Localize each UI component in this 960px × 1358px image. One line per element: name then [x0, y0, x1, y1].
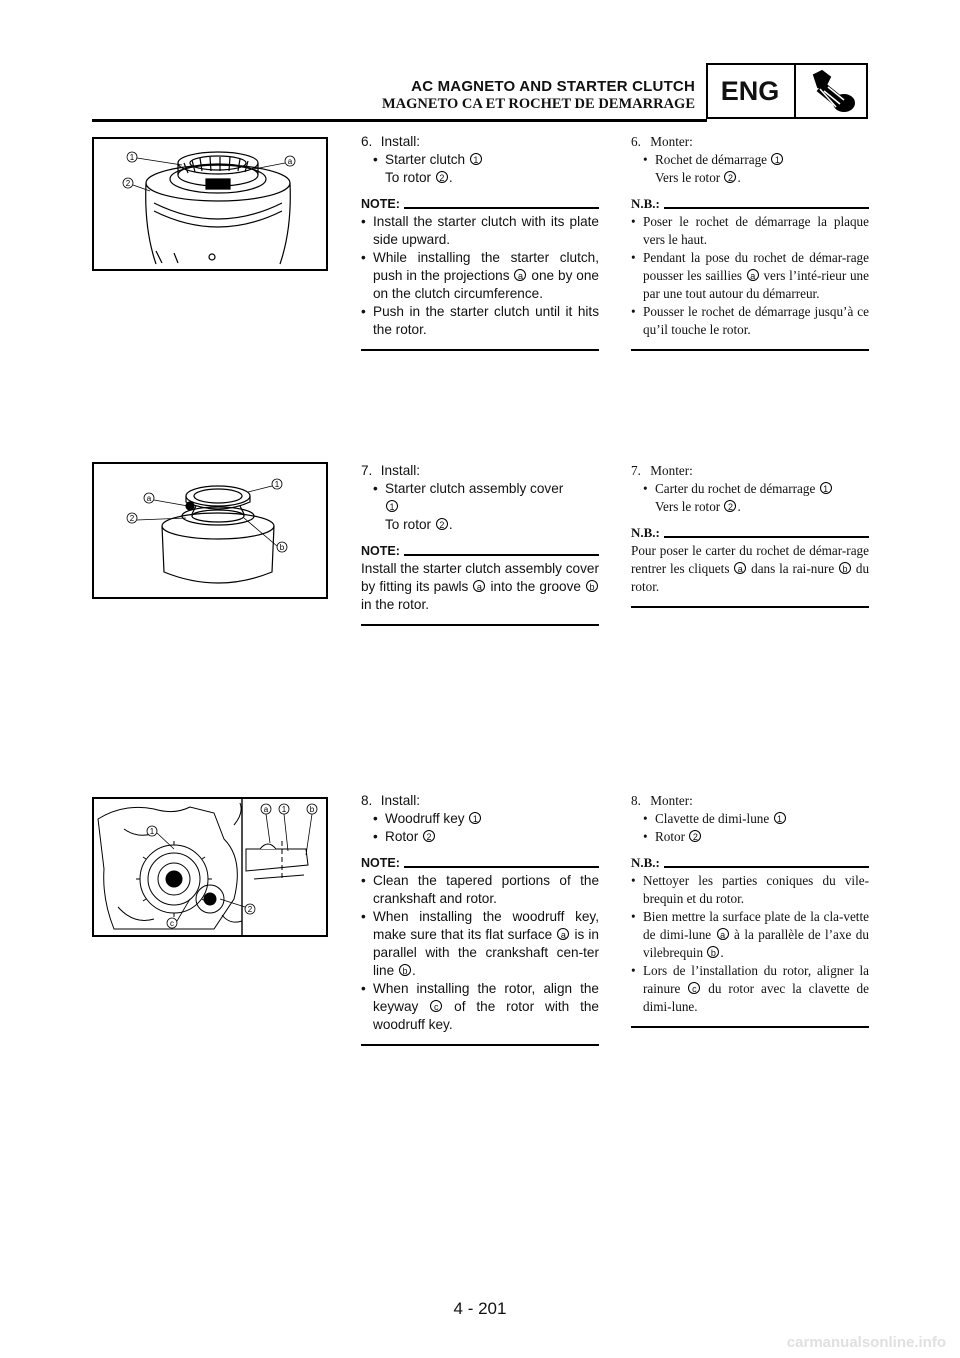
ref-callout: b	[707, 946, 719, 958]
ref-callout: 1	[771, 153, 783, 165]
note-header	[631, 854, 869, 872]
step-item: Clavette de dimi-lune	[655, 811, 770, 826]
note-item: Poser le rochet de démarrage la plaque vers le haut.	[643, 214, 869, 247]
note-end-rule	[361, 1044, 599, 1046]
note-header	[361, 854, 599, 872]
note-item: one by one on the clutch circumference.	[373, 268, 599, 301]
fig2-callout-b: b	[279, 543, 285, 552]
fig1-callout-1: 1	[129, 153, 135, 162]
lang-badge-label: ENG	[720, 76, 780, 106]
section-8-en: 8. Install: • Woodruff key 1 • Rotor 2 NOTE: • Clean the tapered portions of the crankshaft and rotor. • When installing the woodruff key, make sure that its flat surface a is in parallel with the crankshaft cen-ter line b . • When installing the rotor, align the keyway c of the rotor with the woodruff key.	[361, 792, 599, 1046]
header-title-fr: MAGNETO CA ET ROCHET DE DEMARRAGE	[381, 96, 695, 112]
note-label: N.B.:	[631, 525, 660, 540]
note-item: When installing the rotor, align the keyway	[373, 981, 599, 1014]
step-label: Monter:	[650, 463, 693, 478]
note-end-rule	[631, 1026, 869, 1028]
woodruff-key-rotor-illustration	[94, 799, 326, 935]
step-number: 6.	[361, 134, 373, 149]
fig3-callout-a: a	[263, 805, 269, 814]
step-number: 8.	[631, 793, 641, 808]
ref-callout: a	[717, 928, 729, 940]
note-item: Install the starter clutch with its plate side upward.	[373, 214, 599, 247]
lang-badge-divider	[794, 65, 796, 117]
note-item: à la parallèle de l’axe du vilebrequin	[643, 927, 869, 960]
note-item: du rotor avec la clavette de dimi-lune.	[643, 981, 870, 1014]
ref-callout: 2	[436, 171, 448, 183]
note-text: du rotor.	[631, 561, 870, 594]
section-7-en: 7. Install: • Starter clutch assembly cover 1 To rotor 2 . NOTE: Install the starter clutch assembly cover by fitting its pawls a into the groove b in the rotor.	[361, 462, 599, 626]
step-label: Monter:	[650, 793, 693, 808]
figure-starter-clutch-cover	[92, 462, 328, 599]
header-title-en: AC MAGNETO AND STARTER CLUTCH	[411, 78, 695, 95]
fig3-callout-2: 2	[247, 905, 253, 914]
step-sub: Vers le rotor	[655, 170, 721, 185]
note-label: NOTE:	[361, 544, 400, 558]
ref-callout: 2	[724, 171, 736, 183]
figure-woodruff-key-rotor	[92, 797, 328, 937]
note-end-rule	[361, 624, 599, 626]
step-item: Carter du rochet de démarrage	[655, 481, 816, 496]
ref-callout: 1	[470, 153, 482, 165]
note-item: Pousser le rochet de démarrage jusqu’à ce qu’il touche le rotor.	[643, 304, 869, 337]
step-item: Rotor	[655, 829, 686, 844]
note-text: in the rotor.	[361, 597, 430, 612]
step-label: Install:	[380, 463, 421, 478]
section-8-fr: 8. Monter: • Clavette de dimi-lune 1 • Rotor 2 N.B.: • Nettoyer les parties coniques du vile-brequin et du rotor. • Bien mettre la surface plate de la cla-vette de dimi-lune a à la parallèle de l’axe du vilebrequin b . • Lors de l’installation du rotor, aligner la rainure c du rotor avec la clavette de dimi-lune.	[631, 792, 869, 1028]
step-number: 7.	[631, 463, 641, 478]
step-sub: To rotor	[385, 517, 432, 532]
ref-callout: c	[430, 1000, 442, 1012]
ref-callout: b	[839, 562, 851, 574]
note-item: Push in the starter clutch until it hits the rotor.	[373, 304, 599, 337]
ref-callout: 2	[423, 830, 435, 842]
ref-callout: b	[586, 580, 598, 592]
section-7-fr: 7. Monter: • Carter du rochet de démarrage 1 Vers le rotor 2 . N.B.: Pour poser le carter du rochet de démar-rage rentrer les cliquets a dans la rai-nure b du rotor.	[631, 462, 869, 608]
step-item: Rotor	[385, 829, 419, 844]
step-item: Woodruff key	[385, 811, 465, 826]
fig2-callout-1: 1	[274, 480, 280, 489]
note-item: Bien mettre la surface plate de la cla-vette de dimi-lune	[643, 909, 869, 942]
fig2-callout-2: 2	[129, 514, 135, 523]
note-item: While installing the starter clutch, push in the projections	[373, 250, 599, 283]
watermark: carmanualsonline.info	[786, 1334, 946, 1351]
note-text: dans la rai-nure	[751, 561, 835, 576]
note-header	[361, 195, 599, 213]
note-item: Lors de l’installation du rotor, aligner la rainure	[643, 963, 869, 996]
note-text: Pour poser le carter du rochet de démar-rage rentrer les cliquets	[631, 543, 869, 576]
step-item: Rochet de démarrage	[655, 152, 768, 167]
note-end-rule	[361, 349, 599, 351]
fig3-callout-1-inset: 1	[281, 805, 287, 814]
ref-callout: 1	[774, 812, 786, 824]
note-item: Pendant la pose du rochet de démar-rage pousser les saillies	[643, 250, 869, 283]
fig1-callout-2: 2	[125, 179, 131, 188]
starter-clutch-illustration	[94, 139, 326, 269]
step-sub: To rotor	[385, 170, 432, 185]
step-item: Starter clutch assembly cover	[385, 481, 564, 496]
fig2-callout-a: a	[146, 494, 152, 503]
fig3-callout-1: 1	[149, 827, 155, 836]
note-item: is in parallel with the crankshaft cen-ter line	[373, 927, 599, 978]
ref-callout: a	[514, 269, 526, 281]
step-number: 7.	[361, 463, 373, 478]
note-item: vers l’inté-rieur une par une tout autour du démarreur.	[643, 268, 869, 301]
note-label: N.B.:	[631, 196, 660, 211]
step-label: Monter:	[650, 134, 693, 149]
section-6-fr: 6. Monter: • Rochet de démarrage 1 Vers le rotor 2 . N.B.: • Poser le rochet de démarrage la plaque vers le haut. • Pendant la pose du rochet de démar-rage pousser les saillies a vers l’inté-rieur une par une tout autour du démarreur. • Pousser le rochet de démarrage jusqu’à ce qu’il touche le rotor.	[631, 133, 869, 351]
ref-callout: 1	[820, 482, 832, 494]
note-label: N.B.:	[631, 855, 660, 870]
note-item: .	[411, 963, 416, 978]
step-sub: Vers le rotor	[655, 499, 721, 514]
figure-starter-clutch	[92, 137, 328, 271]
note-header	[361, 542, 599, 560]
note-label: NOTE:	[361, 856, 400, 870]
note-label: NOTE:	[361, 197, 400, 211]
ref-callout: b	[399, 964, 411, 976]
ref-callout: a	[473, 580, 485, 592]
fig3-callout-c: c	[170, 919, 174, 928]
note-header	[631, 195, 869, 213]
lang-badge	[706, 63, 868, 119]
note-text: into the groove	[490, 579, 581, 594]
ref-callout: 2	[436, 518, 448, 530]
ref-callout: a	[734, 562, 746, 574]
note-item: Nettoyer les parties coniques du vile-brequin et du rotor.	[643, 873, 869, 906]
step-label: Install:	[380, 793, 421, 808]
step-item: Starter clutch	[385, 152, 466, 167]
step-number: 8.	[361, 793, 373, 808]
ref-callout: a	[557, 928, 569, 940]
note-end-rule	[631, 606, 869, 608]
note-item: .	[720, 945, 724, 960]
step-label: Install:	[380, 134, 421, 149]
starter-clutch-cover-illustration	[94, 464, 326, 597]
fig3-callout-b: b	[309, 805, 315, 814]
step-number: 6.	[631, 134, 641, 149]
note-item: of the rotor with the woodruff key.	[373, 999, 599, 1032]
note-header	[631, 524, 869, 542]
ref-callout: 1	[386, 500, 398, 512]
ref-callout: 1	[469, 812, 481, 824]
note-item: Clean the tapered portions of the crankshaft and rotor.	[373, 873, 599, 906]
ref-callout: 2	[724, 500, 736, 512]
ref-callout: c	[688, 982, 700, 994]
fig1-callout-a: a	[287, 157, 293, 166]
ref-callout: a	[747, 269, 759, 281]
ref-callout: 2	[689, 830, 701, 842]
note-end-rule	[631, 349, 869, 351]
wrench-bolt-icon	[800, 67, 864, 115]
section-6-en: 6. Install: • Starter clutch 1 To rotor 2 . NOTE: • Install the starter clutch with its plate side upward. • While installing the starter clutch, push in the projections a one by one on the clutch circumference. • Push in the starter clutch until it hits the rotor.	[361, 133, 599, 351]
note-text: Install the starter clutch assembly cover by fitting its pawls	[361, 561, 599, 594]
header-rule	[92, 119, 707, 122]
note-item: When installing the woodruff key, make sure that its flat surface	[373, 909, 599, 942]
page-number: 4 - 201	[453, 1299, 507, 1318]
